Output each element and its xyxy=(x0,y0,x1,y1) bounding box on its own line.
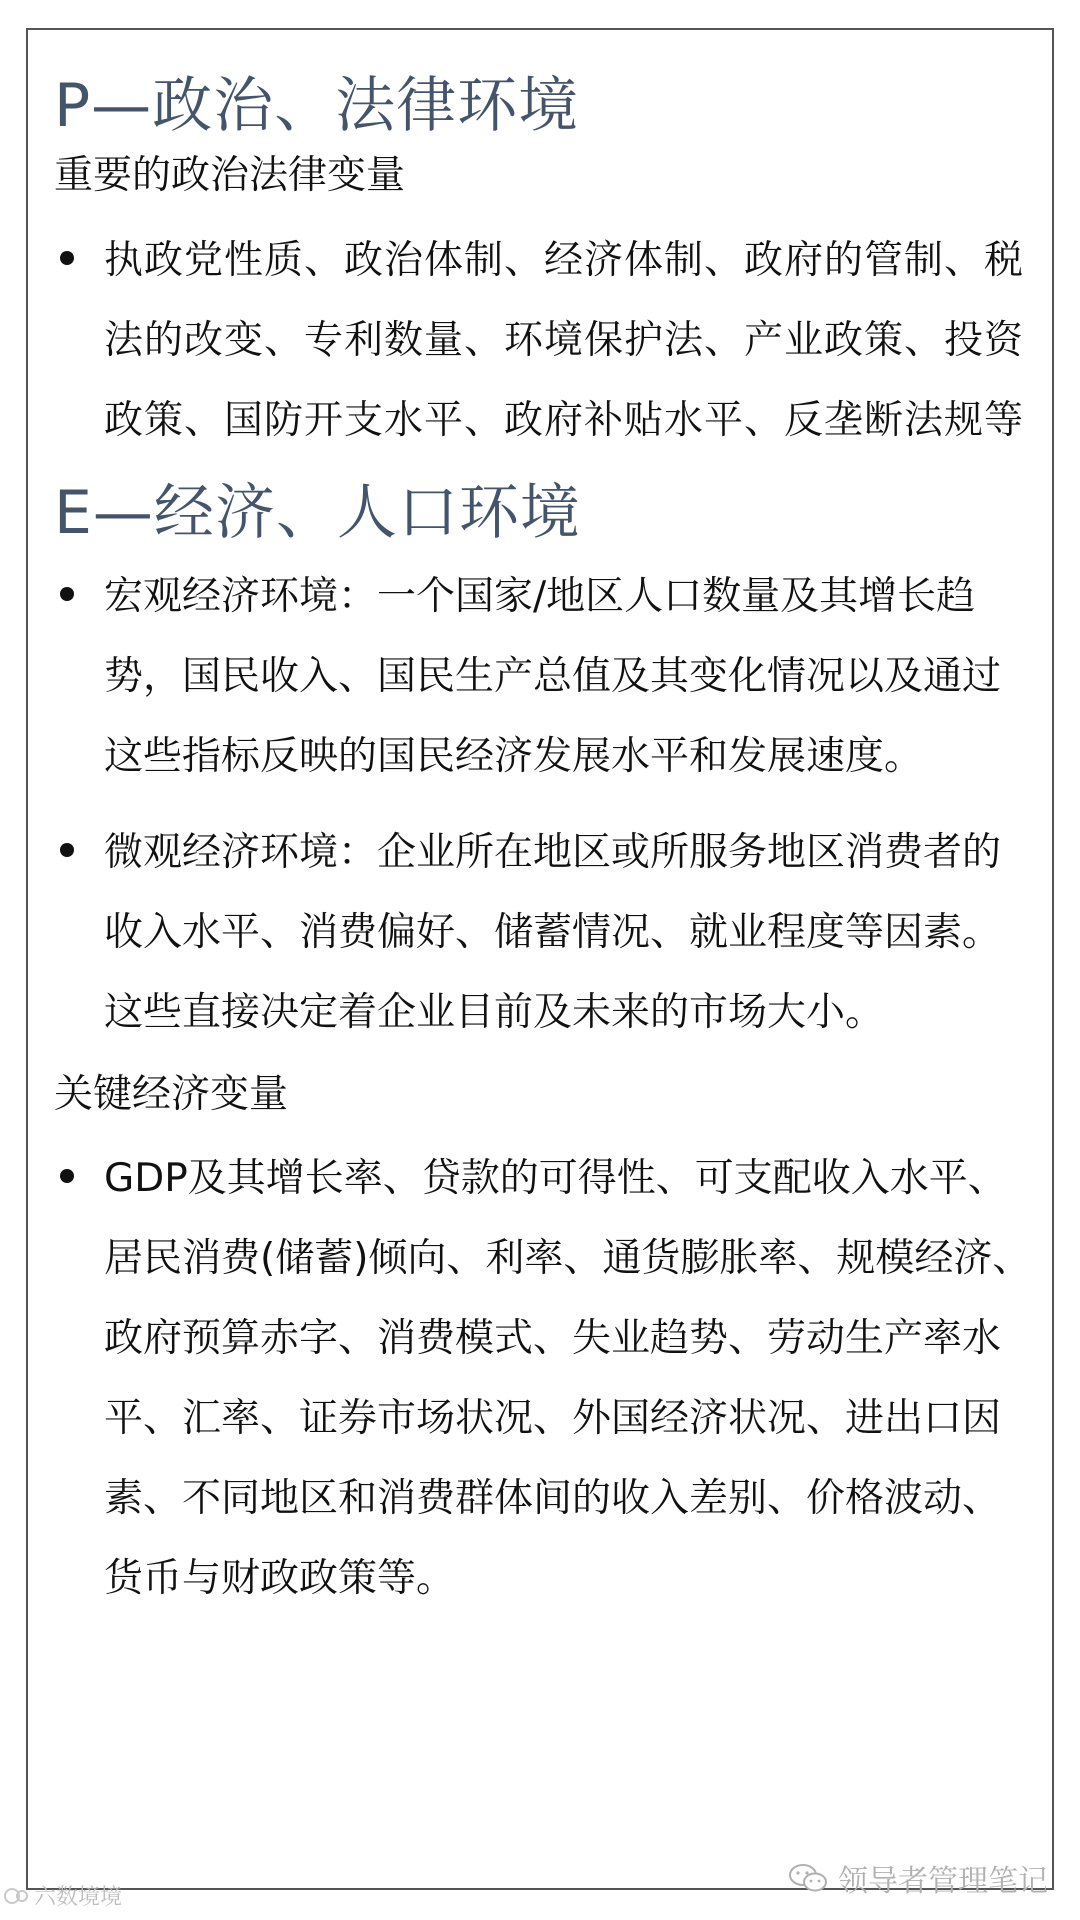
section-heading-political: P—政治、法律环境 xyxy=(54,71,580,141)
wechat-icon xyxy=(788,1862,828,1894)
bullet-text: GDP及其增长率、贷款的可得性、可支配收入水平、居民消费(储蓄)倾向、利率、通货膨胀率、规模经济、政府预算赤字、消费模式、失业趋势、劳动生产率水平、汇率、证券市场状况、外国经济状况、进出口因素、不同地区和消费群体间的收入差别、价格波动、货币与财政政策等。 xyxy=(104,1156,1032,1602)
bullet-dot-icon xyxy=(60,843,74,857)
bullet-text: 执政党性质、政治体制、经济体制、政府的管制、税法的改变、专利数量、环境保护法、产业政策、投资政策、国防开支水平、政府补贴水平、反垄断法规等 xyxy=(104,237,1025,443)
subheading-key-economic-variables: 关键经济变量 xyxy=(54,1071,289,1117)
slide-content xyxy=(54,70,1034,1635)
bullet-dot-icon xyxy=(60,251,74,265)
watermark-right xyxy=(788,1856,1048,1900)
watermark-left xyxy=(4,1880,122,1911)
logo-icon xyxy=(4,1885,30,1907)
bullet-text: 微观经济环境：企业所在地区或所服务地区消费者的收入水平、消费偏好、储蓄情况、就业程度等因素。这些直接决定着企业目前及未来的市场大小。 xyxy=(104,829,1002,1035)
bullet-item xyxy=(54,813,1034,1053)
bullet-item xyxy=(54,221,1034,461)
bullet-dot-icon xyxy=(60,1169,74,1183)
bullet-item xyxy=(54,557,1034,797)
bullet-dot-icon xyxy=(60,587,74,601)
watermark-left-text: 六数境境 xyxy=(34,1885,123,1910)
section-heading-economic: E—经济、人口环境 xyxy=(54,477,581,548)
subheading-political-variables: 重要的政治法律变量 xyxy=(54,153,406,198)
bullet-item xyxy=(54,1139,1034,1619)
bullet-text: 宏观经济环境：一个国家/地区人口数量及其增长趋势，国民收入、国民生产总值及其变化情况以及通过这些指标反映的国民经济发展水平和发展速度。 xyxy=(104,573,1002,779)
watermark-right-text: 领导者管理笔记 xyxy=(838,1864,1048,1899)
